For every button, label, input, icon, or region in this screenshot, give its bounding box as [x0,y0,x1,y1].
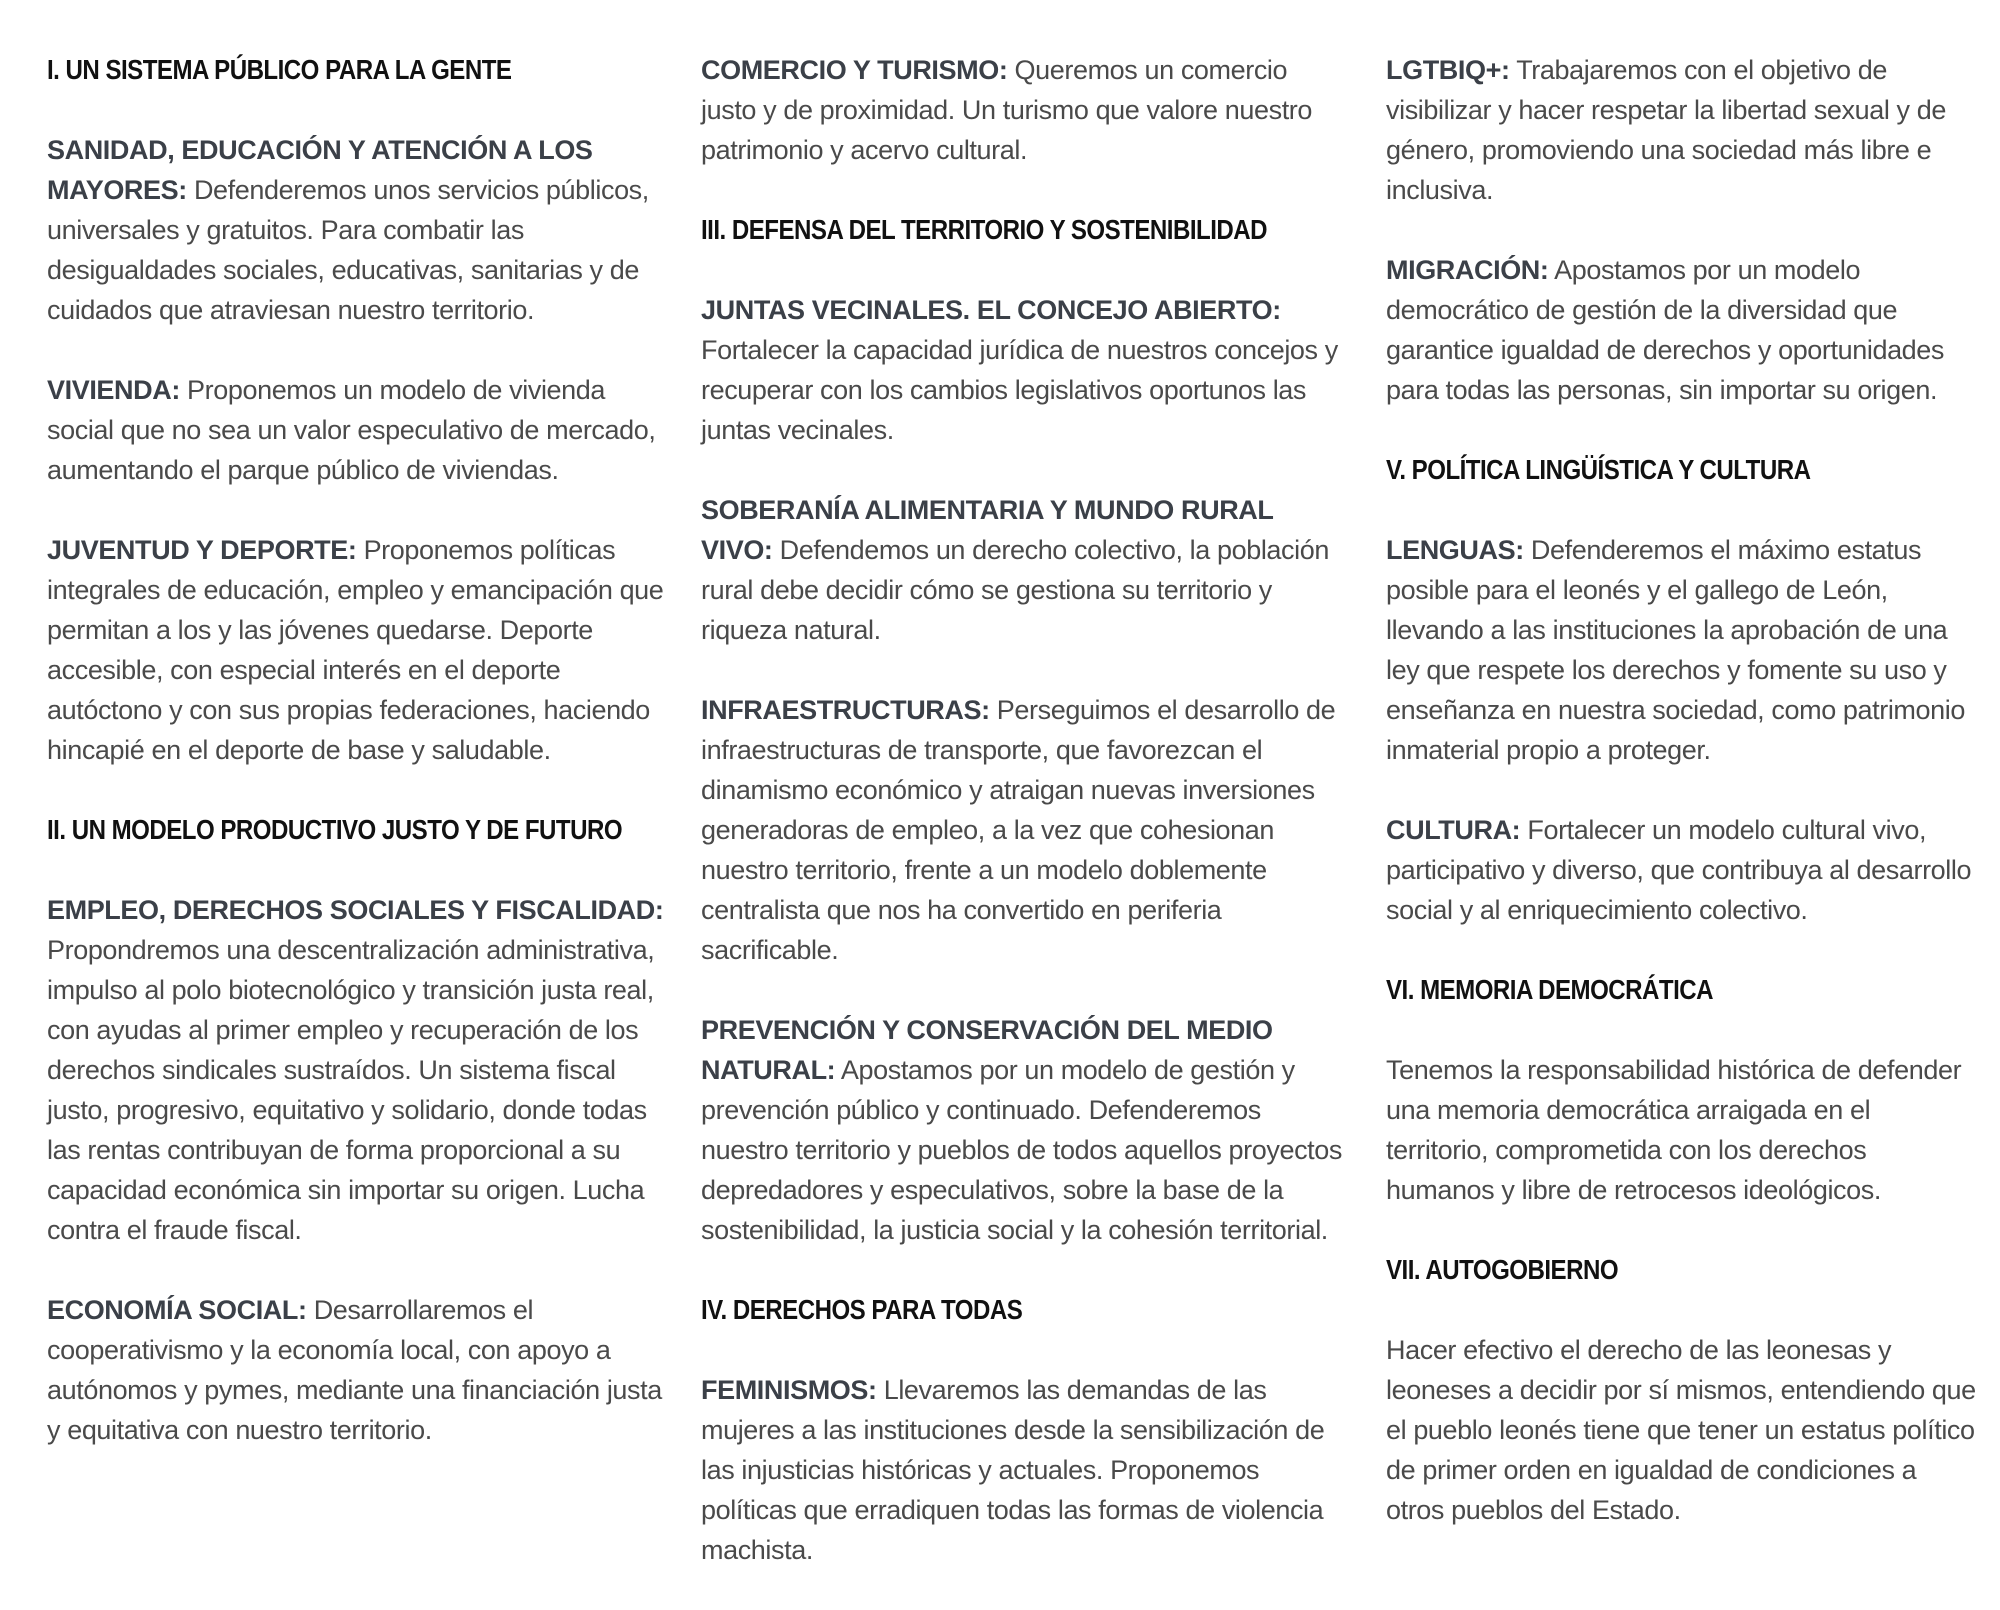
paragraph-autogobierno: Hacer efectivo el derecho de las leonesas y leoneses a decidir por sí mismos, entendiendo que el pueblo leonés tiene que tener un estatus político de primer orden en igualdad de condiciones a otros pueblos del Estado. [1386,1335,1976,1525]
section-heading-5: V. POLÍTICA LINGÜÍSTICA Y CULTURA [1386,454,1811,485]
paragraph-label: PREVENCIÓN Y CONSERVACIÓN DEL MEDIO NATURAL: [701,1015,1273,1085]
paragraph-cultura [1386,810,1976,930]
paragraph-text: Llevaremos las demandas de las mujeres a las instituciones desde la sensibilización de las injusticias históricas y actuales. Proponemos políticas que erradiquen todas las formas de violencia machista. [701,1375,1325,1565]
paragraph-migracion [1386,250,1976,410]
section-heading-2: II. UN MODELO PRODUCTIVO JUSTO Y DE FUTURO [47,814,623,845]
paragraph-label: VIVIENDA: [47,375,180,405]
paragraph-vivienda [47,370,671,490]
paragraph-label: JUNTAS VECINALES. EL CONCEJO ABIERTO: [701,295,1281,325]
paragraph-lenguas [1386,530,1976,770]
paragraph-text: Propondremos una descentralización administrativa, impulso al polo biotecnológico y transición justa real, con ayudas al primer empleo y recuperación de los derechos sindicales sustraídos. Un sistema fiscal justo, progresivo, equitativo y solidario, donde todas las rentas contribuyan de forma proporcional a su capacidad económica sin importar su origen. Lucha contra el fraude fiscal. [47,935,655,1245]
section-heading-1: I. UN SISTEMA PÚBLICO PARA LA GENTE [47,54,512,85]
paragraph-text: Desarrollaremos el cooperativismo y la economía local, con apoyo a autónomos y pymes, mediante una financiación justa y equitativa con nuestro territorio. [47,1295,662,1445]
paragraph-juventud [47,530,671,770]
paragraph-text: Apostamos por un modelo democrático de gestión de la diversidad que garantice igualdad de derechos y oportunidades para todas las personas, sin importar su origen. [1386,255,1945,405]
paragraph-text: Defenderemos unos servicios públicos, universales y gratuitos. Para combatir las desigualdades sociales, educativas, sanitarias y de cuidados que atraviesan nuestro territorio. [47,175,649,325]
section-heading-6: VI. MEMORIA DEMOCRÁTICA [1386,974,1714,1005]
column-3 [1386,50,1976,1570]
paragraph-prevencion [701,1010,1347,1250]
paragraph-text: Defendemos un derecho colectivo, la población rural debe decidir cómo se gestiona su territorio y riqueza natural. [701,535,1329,645]
paragraph-sanidad [47,130,671,330]
paragraph-empleo [47,890,671,1250]
paragraph-feminismos [701,1370,1347,1570]
paragraph-economia-social [47,1290,671,1450]
paragraph-text: Trabajaremos con el objetivo de visibilizar y hacer respetar la libertad sexual y de género, promoviendo una sociedad más libre e inclusiva. [1386,55,1946,205]
section-heading-7: VII. AUTOGOBIERNO [1386,1254,1619,1285]
section-heading-3: III. DEFENSA DEL TERRITORIO Y SOSTENIBILIDAD [701,214,1268,245]
paragraph-text: Fortalecer la capacidad jurídica de nuestros concejos y recuperar con los cambios legislativos oportunos las juntas vecinales. [701,335,1338,445]
paragraph-infraestructuras [701,690,1347,970]
paragraph-label: FEMINISMOS: [701,1375,877,1405]
paragraph-text: Proponemos políticas integrales de educación, empleo y emancipación que permitan a los y las jóvenes quedarse. Deporte accesible, con especial interés en el deporte autóctono y con sus propias federaciones, haciendo hincapié en el deporte de base y saludable. [47,535,664,765]
paragraph-label: ECONOMÍA SOCIAL: [47,1295,307,1325]
paragraph-text: Apostamos por un modelo de gestión y prevención público y continuado. Defenderemos nuestro territorio y pueblos de todos aquellos proyectos depredadores y especulativos, sobre la base de la sostenibilidad, la justicia social y la cohesión territorial. [701,1055,1342,1245]
paragraph-text: Queremos un comercio justo y de proximidad. Un turismo que valore nuestro patrimonio y acervo cultural. [701,55,1313,165]
paragraph-label: MIGRACIÓN: [1386,255,1549,285]
paragraph-text: Perseguimos el desarrollo de infraestructuras de transporte, que favorezcan el dinamismo económico y atraigan nuevas inversiones generadoras de empleo, a la vez que cohesionan nuestro territorio, frente a un modelo doblemente centralista que nos ha convertido en periferia sacrificable. [701,695,1336,965]
paragraph-label: EMPLEO, DERECHOS SOCIALES Y FISCALIDAD: [47,895,664,925]
paragraph-juntas-vecinales [701,290,1347,450]
paragraph-lgtbiq [1386,50,1976,210]
paragraph-text: Fortalecer un modelo cultural vivo, participativo y diverso, que contribuya al desarrollo social y al enriquecimiento colectivo. [1386,815,1972,925]
paragraph-label: CULTURA: [1386,815,1521,845]
paragraph-label: SOBERANÍA ALIMENTARIA Y MUNDO RURAL VIVO: [701,495,1274,565]
paragraph-label: JUVENTUD Y DEPORTE: [47,535,357,565]
column-2 [701,50,1347,1610]
paragraph-label: COMERCIO Y TURISMO: [701,55,1008,85]
paragraph-soberania [701,490,1347,650]
paragraph-text: Proponemos un modelo de vivienda social que no sea un valor especulativo de mercado, aumentando el parque público de viviendas. [47,375,656,485]
paragraph-label: LENGUAS: [1386,535,1524,565]
paragraph-label: INFRAESTRUCTURAS: [701,695,990,725]
column-1 [47,50,671,1490]
paragraph-label: SANIDAD, EDUCACIÓN Y ATENCIÓN A LOS MAYORES: [47,135,593,205]
paragraph-text: Defenderemos el máximo estatus posible para el leonés y el gallego de León, llevando a las instituciones la aprobación de una ley que respete los derechos y fomente su uso y enseñanza en nuestra sociedad, como patrimonio inmaterial propio a proteger. [1386,535,1965,765]
paragraph-memoria: Tenemos la responsabilidad histórica de defender una memoria democrática arraigada en el territorio, comprometida con los derechos humanos y libre de retrocesos ideológicos. [1386,1055,1962,1205]
paragraph-comercio [701,50,1347,170]
paragraph-label: LGTBIQ+: [1386,55,1510,85]
section-heading-4: IV. DERECHOS PARA TODAS [701,1294,1023,1325]
